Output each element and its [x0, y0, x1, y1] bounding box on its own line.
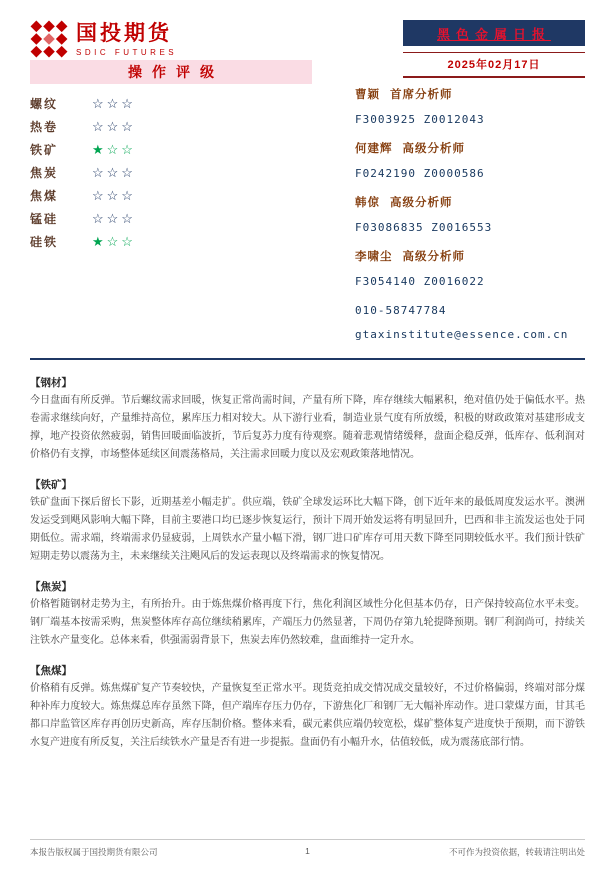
report-date: 2025年02月17日: [403, 52, 585, 78]
section-text: 今日盘面有所反弹。节后螺纹需求回暖，恢复正常尚需时间，产量有所下降，库存继续大幅累积，绝对值仍处于偏低水平。热卷需求继续向好，产量维持高位，累库压力相对较大。从下游行业看，制造业景气度有所放缓，积极的财政政策对基建形成支撑，地产投资依然疲弱，销售回暖面临波折，节后复苏力度有待观察。随着悲观情绪缓释，盘面企稳反弹，低库存、低利润对价格仍有支撑，市场整体延续区间震荡格局，关注需求回暖力度以及宏观政策落地情况。: [30, 395, 585, 460]
analyst-name: 曹颖: [355, 89, 380, 101]
brand-logo: [30, 20, 177, 58]
commodity-name: 热卷: [30, 120, 59, 134]
footer-disclaimer: 不可作为投资依据，转载请注明出处: [448, 847, 585, 857]
section-coking-coal: [30, 662, 585, 752]
report-title-box: [403, 20, 585, 46]
report-body: [30, 374, 585, 764]
brand-text: [76, 22, 177, 57]
rating-row: [30, 230, 312, 253]
analyst-panel: [355, 88, 587, 352]
section-heading: 【铁矿】: [30, 479, 72, 491]
commodity-name: 硅铁: [30, 235, 59, 249]
section-heading: 【焦煤】: [30, 665, 72, 677]
star-rating: ★☆☆: [92, 142, 136, 157]
rating-row: [30, 92, 312, 115]
section-text: 价格稍有反弹。炼焦煤矿复产节奏较快，产量恢复至正常水平。现货竞拍成交情况成交量较好，不过价格偏弱，终端对部分煤种补库力度较大。炼焦煤总库存虽然下降，但产端库存压力仍存，下游焦化厂和钢厂无大幅补库动作。进口蒙煤方面，甘其毛都口岸监管区库存再创历史新高，库存压制价格。整体来看，碳元素供应端仍较宽松，煤矿整体复产进度快于预期，而下游铁水复产进度有所反复，关注后续铁水产量是否有进一步提振。盘面仍有小幅升水，估值较低，成为震荡底部行情。: [30, 683, 585, 748]
analyst-name-line: [355, 250, 587, 264]
analyst-name-line: [355, 88, 587, 102]
brand-diamond-icon: [30, 20, 68, 58]
star-rating: ☆☆☆: [92, 96, 136, 111]
footer-copyright: 本报告版权属于国投期货有限公司: [30, 847, 158, 857]
star-rating: ☆☆☆: [92, 188, 136, 203]
brand-name-en: SDIC FUTURES: [76, 47, 178, 57]
section-iron-ore: [30, 476, 585, 566]
section-steel: [30, 374, 585, 464]
rating-panel: [30, 92, 312, 253]
star-rating: ★☆☆: [92, 234, 136, 249]
contact-block: [355, 304, 587, 342]
analyst-name-line: [355, 196, 587, 210]
footer-page-number: 1: [305, 846, 310, 856]
analyst-ids: F3054140 Z0016022: [355, 275, 485, 288]
commodity-name: 铁矿: [30, 143, 59, 157]
analyst-name: 李啸尘: [355, 251, 393, 263]
rating-row: [30, 161, 312, 184]
star-rating: ☆☆☆: [92, 211, 136, 226]
page-footer: [30, 839, 585, 858]
contact-phone: 010-58747784: [355, 304, 447, 317]
section-text: 价格暂随钢材走势为主，有所抬升。由于炼焦煤价格再度下行，焦化利润区域性分化但基本仍存，日产保持较高位水平未变。钢厂端基本按需采购，焦炭整体库存高位继续稍累库，产端压力仍然显著，下周仍存第九轮提降预期。钢厂利润尚可，持续关注铁水产量变化。总体来看，供强需弱背景下，焦炭去库仍然较难，盘面维持一定升水。: [30, 599, 585, 646]
analyst-title: 高级分析师: [402, 251, 465, 263]
star-rating: ☆☆☆: [92, 119, 136, 134]
section-heading: 【焦炭】: [30, 581, 72, 593]
commodity-name: 锰硅: [30, 212, 59, 226]
contact-email-link[interactable]: gtaxinstitute@essence.com.cn: [355, 328, 569, 341]
analyst-name: 韩倞: [355, 197, 380, 209]
rating-row: [30, 207, 312, 230]
analyst-title: 首席分析师: [390, 89, 453, 101]
commodity-name: 螺纹: [30, 97, 59, 111]
analyst-name-line: [355, 142, 587, 156]
commodity-name: 焦炭: [30, 166, 59, 180]
brand-name-cn: 国投期货: [76, 21, 172, 45]
report-title: 黑色金属日报: [436, 26, 551, 42]
rating-row: [30, 184, 312, 207]
header-divider: [30, 358, 585, 360]
analyst-ids: F3003925 Z0012043: [355, 113, 485, 126]
star-rating: ☆☆☆: [92, 165, 136, 180]
commodity-name: 焦煤: [30, 189, 59, 203]
section-text: 铁矿盘面下探后留长下影，近期基差小幅走扩。供应端，铁矿全球发运环比大幅下降，创下近年来的最低周度发运水平。澳洲发运受到飓风影响大幅下降，目前主要港口均已逐步恢复运行，预计下周开始发运将有明显回升，巴西和非主流发运也处于同期低位。需求端，终端需求仍显疲弱，上周铁水产量小幅下滑，钢厂进口矿库存可用天数下降至同期较低水平。我们预计铁矿短期走势以震荡为主，未来继续关注飓风后的发运表现以及终端需求的恢复情况。: [30, 497, 585, 562]
analyst-title: 高级分析师: [390, 197, 453, 209]
analyst-ids: F03086835 Z0016553: [355, 221, 493, 234]
rating-row: [30, 138, 312, 161]
rating-panel-title: 操作评级: [30, 60, 312, 84]
section-heading: 【钢材】: [30, 377, 72, 389]
analyst-ids: F0242190 Z0000586: [355, 167, 485, 180]
rating-row: [30, 115, 312, 138]
section-coke: [30, 578, 585, 650]
analyst-name: 何建辉: [355, 143, 393, 155]
analyst-title: 高级分析师: [402, 143, 465, 155]
